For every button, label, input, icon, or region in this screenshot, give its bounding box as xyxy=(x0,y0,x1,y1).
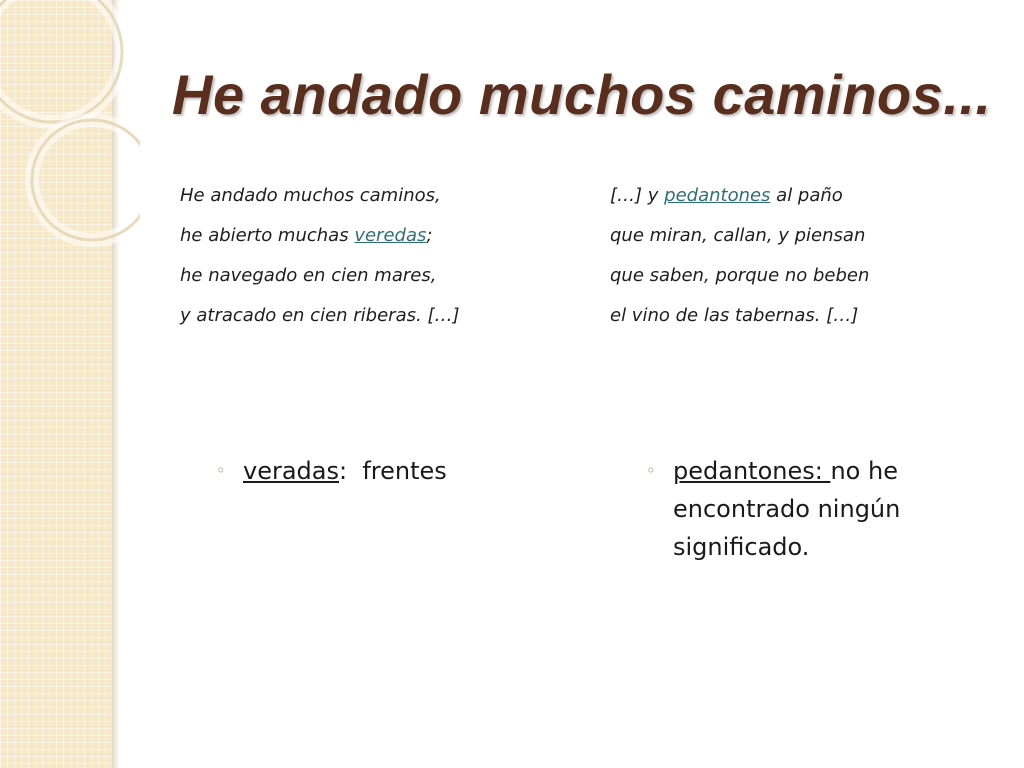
bullet-text xyxy=(243,452,576,490)
poem-line xyxy=(610,176,1000,216)
poem-line-text: ; xyxy=(426,225,433,246)
veredas-link[interactable]: veredas xyxy=(354,225,427,246)
poem-line-text: he abierto muchas xyxy=(180,225,355,246)
pedantones-link[interactable]: pedantones xyxy=(664,185,771,206)
poem-line xyxy=(180,216,560,256)
poem-line xyxy=(610,216,1000,256)
glossary-bullet-right xyxy=(646,452,976,566)
poem-line-text: que saben, porque no beben xyxy=(610,265,870,286)
slide-title: He andado muchos caminos... xyxy=(172,63,992,126)
poem-line xyxy=(180,256,560,296)
glossary-definition: frentes xyxy=(362,457,447,485)
decorative-rings-icon xyxy=(0,0,140,260)
bullet-ring-icon: ◦ xyxy=(216,461,226,480)
bullet-ring-icon: ◦ xyxy=(646,461,656,480)
poem-line xyxy=(610,256,1000,296)
poem-line xyxy=(180,176,560,216)
glossary-definition: no he encontrado ningún significado. xyxy=(673,457,901,561)
glossary-term: pedantones: xyxy=(673,457,831,485)
poem-line xyxy=(180,296,560,336)
poem-line-text: al paño xyxy=(770,185,843,206)
poem-line-text: y atracado en cien riberas. […] xyxy=(180,305,460,326)
glossary-separator: : xyxy=(339,457,363,485)
bullet-text xyxy=(673,452,976,566)
glossary-bullet-left xyxy=(216,452,576,490)
poem-line-text: he navegado en cien mares, xyxy=(180,265,437,286)
poem-line-text: He andado muchos caminos, xyxy=(180,185,441,206)
poem-line-text: que miran, callan, y piensan xyxy=(610,225,866,246)
glossary-term: veradas xyxy=(243,457,339,485)
poem-stanza-right xyxy=(610,176,1000,336)
poem-line xyxy=(610,296,1000,336)
poem-line-text: el vino de las tabernas. […] xyxy=(610,305,859,326)
poem-stanza-left xyxy=(180,176,560,336)
poem-line-text: […] y xyxy=(610,185,665,206)
